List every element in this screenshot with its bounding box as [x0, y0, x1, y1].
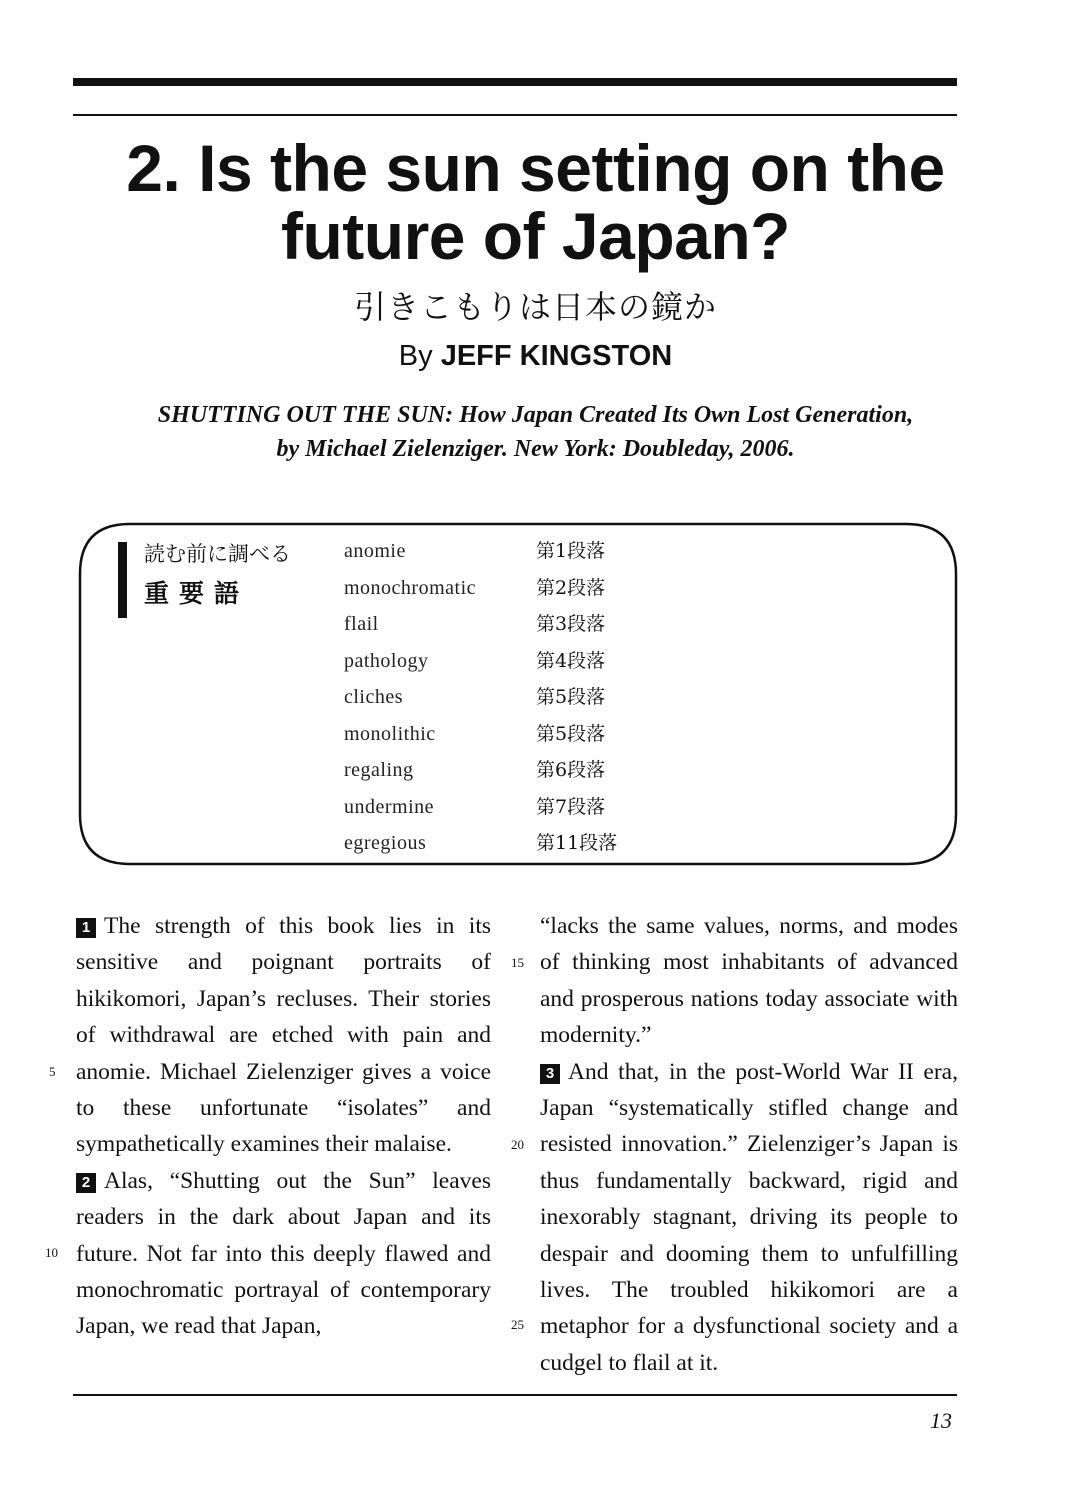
- byline-prefix: By: [398, 340, 433, 372]
- page-number: 13: [930, 1408, 952, 1433]
- vocab-paragraph: 第3段落: [536, 613, 606, 635]
- vocab-word: flail: [344, 613, 379, 635]
- vocabulary-list: [344, 536, 704, 865]
- paragraph-2-continued: [540, 908, 958, 1054]
- paragraph-2: [76, 1163, 491, 1345]
- line-number-15: 15: [511, 955, 524, 970]
- vocab-paragraph: 第2段落: [536, 576, 606, 599]
- body-column-left: [76, 908, 491, 1345]
- paragraph-text: And that, in the post-World War II era, Japan “systematically stifled change and resisted innovation.” Zielenziger’s Japan is thus fundamentally backward, rigid and inexorably stagnant, driving its people to despair and dooming them to unfulfilling lives. The troubled hikikomori are a metaphor for a dysfunctional society and a cudgel to flail at it.: [540, 1058, 958, 1376]
- vocab-paragraph: 第4段落: [536, 649, 606, 672]
- top-thin-rule: [73, 114, 957, 116]
- vocabulary-heading-2: 重要語: [144, 579, 250, 608]
- vocab-word: pathology: [344, 649, 429, 672]
- vocab-word: egregious: [344, 832, 427, 854]
- paragraph-text: “lacks the same values, norms, and modes of thinking most inhabitants of advanced and prosperous nations today associate with modernity.”: [540, 913, 958, 1049]
- vocab-word: anomie: [344, 540, 406, 562]
- line-number-10: 10: [45, 1245, 58, 1260]
- vocab-item: [344, 536, 704, 573]
- vocab-item: [344, 646, 704, 683]
- title-line-2: future of Japan?: [280, 199, 790, 273]
- vocab-paragraph: 第5段落: [536, 722, 606, 745]
- vocab-item: [344, 828, 704, 865]
- vocabulary-accent-bar: [118, 542, 127, 618]
- top-thick-rule: [73, 78, 957, 86]
- paragraph-number-badge: 2: [76, 1173, 96, 1193]
- vocab-paragraph: 第1段落: [536, 540, 606, 562]
- author-name: JEFF KINGSTON: [440, 340, 673, 372]
- line-number-5: 5: [49, 1064, 56, 1079]
- vocab-word: regaling: [344, 759, 414, 781]
- byline: [0, 340, 1071, 373]
- vocab-item: [344, 719, 704, 756]
- book-reference-line-1: SHUTTING OUT THE SUN: How Japan Created Its Own Lost Generation,: [157, 402, 914, 428]
- vocabulary-heading-1: 読む前に調べる: [144, 542, 291, 566]
- bottom-rule: [73, 1394, 957, 1396]
- line-number-25: 25: [511, 1317, 524, 1332]
- japanese-subtitle: 引きこもりは日本の鏡か: [353, 288, 717, 326]
- vocab-paragraph: 第5段落: [536, 686, 606, 708]
- paragraph-1: [76, 908, 491, 1163]
- vocab-item: [344, 573, 704, 610]
- vocab-item: [344, 609, 704, 646]
- vocabulary-box: [78, 522, 958, 866]
- title-line-1: 2. Is the sun setting on the: [126, 131, 945, 205]
- vocab-word: monolithic: [344, 722, 436, 745]
- vocab-paragraph: 第7段落: [536, 795, 606, 818]
- vocab-item: [344, 682, 704, 719]
- vocab-paragraph: 第11段落: [536, 832, 618, 854]
- body-column-right: [540, 908, 958, 1381]
- vocab-word: cliches: [344, 686, 404, 708]
- paragraph-text: Alas, “Shutting out the Sun” leaves readers in the dark about Japan and its future. Not far into this deeply flawed and monochromatic portrayal of contemporary Japan, we read that Japan,: [76, 1167, 491, 1340]
- article-title: [0, 131, 1071, 273]
- vocab-word: monochromatic: [344, 576, 477, 599]
- line-number-20: 20: [511, 1137, 524, 1152]
- paragraph-3: [540, 1054, 958, 1382]
- book-reference-line-2: by Michael Zielenziger. New York: Doubleday, 2006.: [276, 436, 795, 462]
- paragraph-number-badge: 3: [540, 1064, 560, 1084]
- book-reference: [0, 398, 1071, 466]
- vocab-paragraph: 第6段落: [536, 759, 606, 781]
- vocab-item: [344, 792, 704, 829]
- paragraph-text: The strength of this book lies in its sensitive and poignant portraits of hikikomori, Japan’s recluses. Their stories of withdrawal are etched with pain and anomie. Michael Zielenziger gives a voice to these unfortunate “isolates” and sympathetically examines their malaise.: [76, 913, 491, 1158]
- vocab-item: [344, 755, 704, 792]
- vocab-word: undermine: [344, 795, 435, 818]
- paragraph-number-badge: 1: [76, 918, 96, 938]
